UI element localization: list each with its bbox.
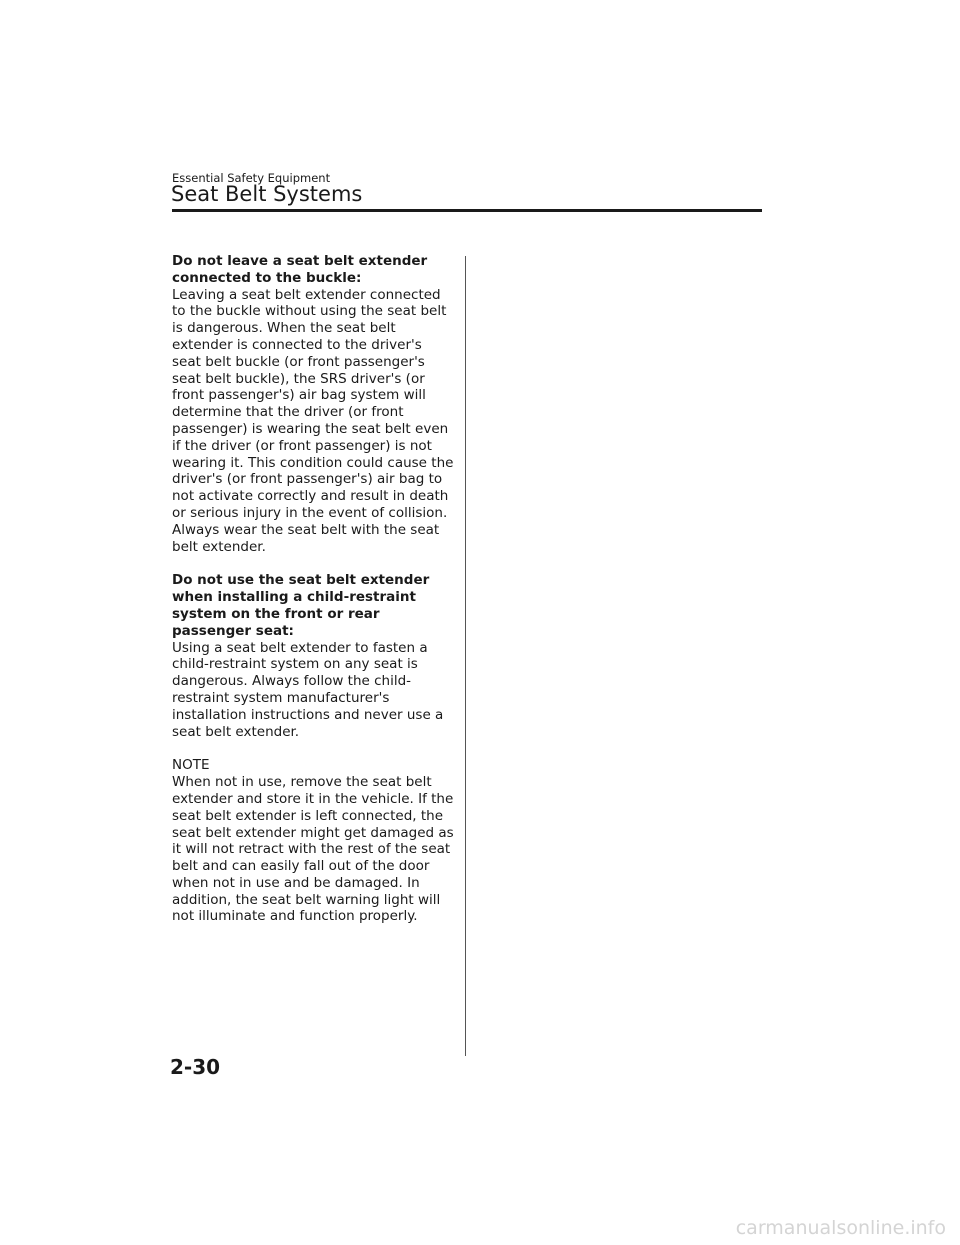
section-label: Essential Safety Equipment (172, 171, 331, 185)
warning-heading: Do not use the seat belt extender when installing a child-restraint system on the front or rear passenger seat: (172, 572, 430, 639)
warning-body: Leaving a seat belt extender connected to the buckle without using the seat belt is dangerous. When the seat belt extender is connected to the driver's seat belt buckle (or front passenger's seat belt buckle), the SRS driver's (or front passenger's) air bag system will determine that the driver (or front passenger) is wearing the seat belt even if the driver (or front passenger) is not wearing it. This condition could cause the driver's (or front passenger's) air bag to not activate correctly and result in death or serious injury in the event of collision. Always wear the seat belt with the seat belt extender. (172, 286, 454, 555)
left-column (172, 253, 454, 925)
warning-block-extender-connected (172, 253, 454, 555)
title-rule (172, 209, 762, 212)
column-divider (465, 256, 466, 1056)
warning-body: Using a seat belt extender to fasten a child-restraint system on any seat is dangerous. Always follow the child-restraint system manufacturer's installation instructions and never use a seat belt extender. (172, 639, 444, 740)
warning-block-child-restraint (172, 572, 454, 740)
watermark: carmanualsonline.info (735, 1217, 946, 1239)
warning-heading: Do not leave a seat belt extender connected to the buckle: (172, 253, 428, 286)
note-label: NOTE (172, 757, 210, 774)
page-title: Seat Belt Systems (171, 182, 363, 206)
note-block (172, 757, 454, 925)
note-body: When not in use, remove the seat belt extender and store it in the vehicle. If the seat belt extender is left connected, the seat belt extender might get damaged as it will not retract with the rest of the seat belt and can easily fall out of the door when not in use and be damaged. In addition, the seat belt warning light will not illuminate and function properly. (172, 774, 454, 925)
page-number: 2-30 (170, 1055, 221, 1079)
